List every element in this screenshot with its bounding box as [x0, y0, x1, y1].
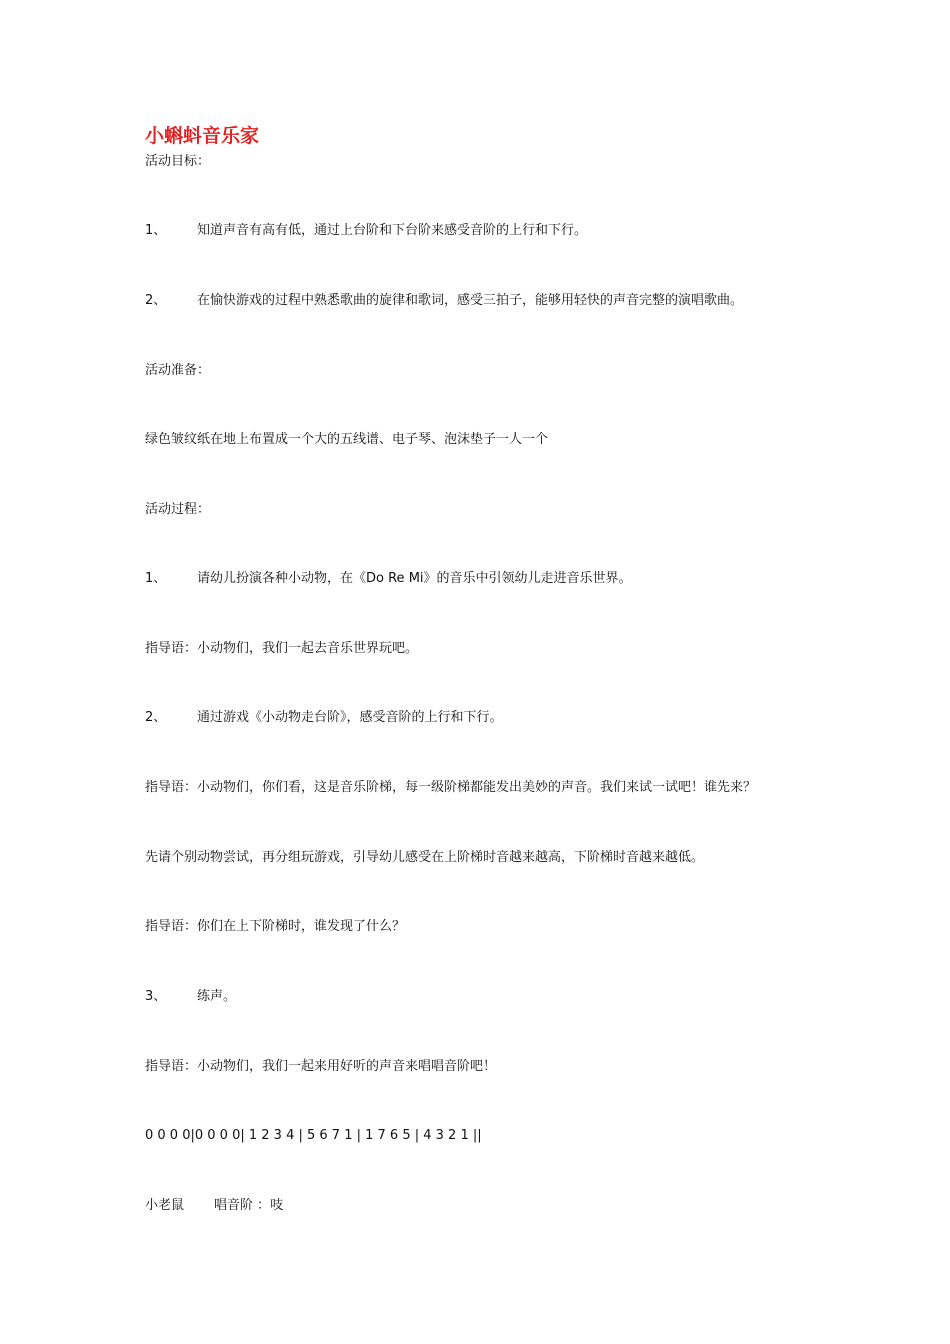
prep-heading: 活动准备：	[145, 363, 211, 378]
step-item-2	[145, 709, 503, 727]
guide-text-3: 指导语：你们在上下阶梯时，谁发现了什么？	[145, 919, 406, 934]
goal-text-2: 在愉快游戏的过程中熟悉歌曲的旋律和歌词，感受三拍子，能够用轻快的声音完整的演唱歌曲。	[197, 293, 744, 308]
guide-text-1: 指导语：小动物们，我们一起去音乐世界玩吧。	[145, 641, 419, 656]
step-item-1	[145, 570, 632, 588]
music-notation: 0 0 0 0|0 0 0 0| 1 2 3 4 | 5 6 7 1 | 1 7 6 5 | 4 3 2 1 ||	[145, 1128, 482, 1143]
goals-heading: 活动目标：	[145, 154, 211, 169]
goal-number-2: 2、	[145, 293, 167, 308]
process-heading: 活动过程：	[145, 502, 211, 517]
guide-text-4: 指导语：小动物们，我们一起来用好听的声音来唱唱音阶吧！	[145, 1059, 497, 1074]
goal-text-1: 知道声音有高有低，通过上台阶和下台阶来感受音阶的上行和下行。	[197, 223, 588, 238]
last-line	[145, 1197, 283, 1215]
step-text-1-pre: 请幼儿扮演各种小动物，在《	[197, 571, 367, 586]
guide-text-2: 指导语：小动物们，你们看，这是音乐阶梯，每一级阶梯都能发出美妙的声音。我们来试一试吧！谁先来？	[145, 780, 757, 795]
note-text-1: 先请个别动物尝试，再分组玩游戏，引导幼儿感受在上阶梯时音越来越高，下阶梯时音越来越低。	[145, 850, 705, 865]
step-text-2: 通过游戏《小动物走台阶》，感受音阶的上行和下行。	[197, 710, 503, 725]
step-text-3: 练声。	[197, 989, 237, 1004]
colon-mark: ：	[257, 1198, 271, 1213]
animal-name: 小老鼠	[145, 1198, 185, 1213]
document-title: 小蝌蚪音乐家	[145, 125, 260, 147]
step-number-1: 1、	[145, 571, 167, 586]
goal-number-1: 1、	[145, 223, 167, 238]
step-number-2: 2、	[145, 710, 167, 725]
scale-sound: 吱	[270, 1198, 284, 1213]
step-item-3	[145, 988, 236, 1006]
prep-text: 绿色皱纹纸在地上布置成一个大的五线谱、电子琴、泡沫垫子一人一个	[145, 432, 549, 447]
step-number-3: 3、	[145, 989, 167, 1004]
goal-item-1	[145, 222, 587, 240]
song-title: Do Re Mi	[366, 571, 424, 586]
step-text-1-post: 》的音乐中引领幼儿走进音乐世界。	[423, 571, 632, 586]
goal-item-2	[145, 292, 743, 310]
scale-label: 唱音阶	[214, 1198, 254, 1213]
